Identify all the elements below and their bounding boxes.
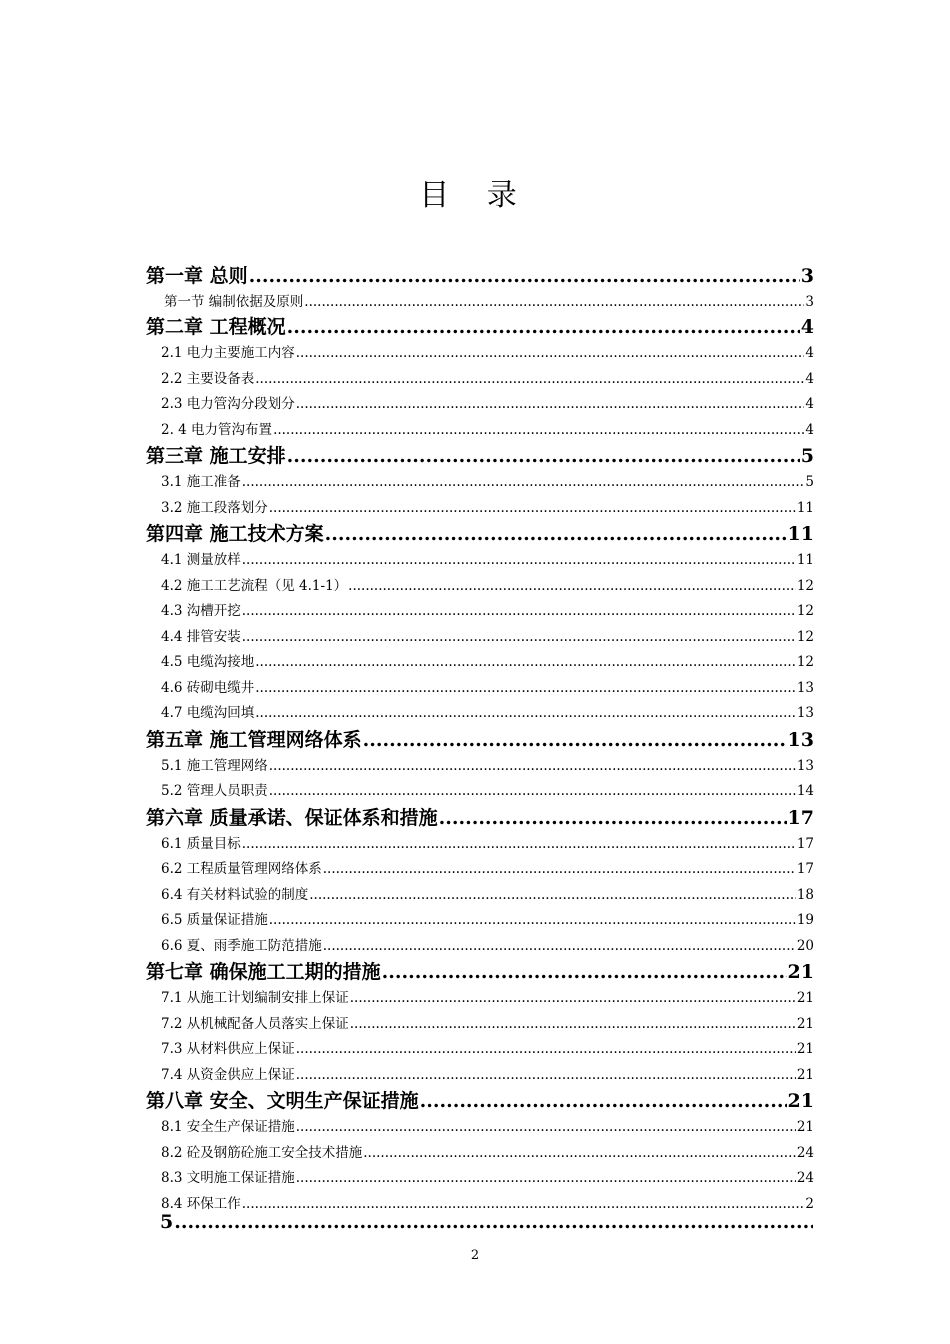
toc-page-number: 20 — [796, 937, 814, 954]
toc-leader-dots — [309, 883, 796, 909]
toc-section-entry[interactable] — [146, 1115, 814, 1141]
toc-page-number: 11 — [796, 499, 814, 516]
toc-page-number: 21 — [787, 1090, 814, 1112]
toc-entry-label: 6.5 质量保证措施 — [161, 912, 268, 928]
toc-entry-label: 6.6 夏、雨季施工防范措施 — [161, 937, 322, 954]
toc-entry-label: 第三章 施工安排 — [146, 445, 286, 467]
toc-leader-dots — [273, 418, 804, 444]
toc-chapter-entry[interactable] — [146, 1088, 814, 1115]
toc-section-entry[interactable] — [146, 832, 814, 858]
toc-entry-label: 5.2 管理人员职责 — [161, 783, 268, 799]
toc-list — [146, 262, 814, 1217]
toc-entry-label: 8.2 砼及钢筋砼施工安全技术措施 — [161, 1144, 363, 1161]
page-number: 2 — [470, 1248, 480, 1263]
toc-entry-label: 4.4 排管安装 — [161, 628, 241, 645]
toc-section-entry[interactable] — [146, 1063, 814, 1089]
toc-section-entry[interactable] — [146, 701, 814, 727]
toc-page-number: 4 — [805, 396, 814, 412]
toc-leader-dots — [255, 367, 804, 393]
toc-leader-dots — [296, 392, 805, 418]
toc-entry-label: 3.2 施工段落划分 — [161, 499, 268, 516]
toc-page-number: 18 — [796, 886, 814, 903]
toc-page-number: 19 — [796, 912, 814, 928]
toc-section-entry[interactable] — [146, 574, 814, 600]
toc-entry-label: 2.3 电力管沟分段划分 — [161, 396, 295, 412]
toc-page-number: 21 — [796, 1119, 814, 1135]
toc-section-entry[interactable] — [146, 599, 814, 625]
toc-section-entry[interactable] — [146, 470, 814, 496]
toc-leader-dots — [242, 625, 796, 651]
toc-entry-label: 2.1 电力主要施工内容 — [161, 345, 295, 361]
toc-leader-dots — [269, 779, 796, 805]
toc-entry-label: 4.5 电缆沟接地 — [161, 654, 255, 670]
toc-page-number: 13 — [787, 728, 814, 751]
toc-page-number: 13 — [796, 679, 814, 696]
toc-entry-label: 第五章 施工管理网络体系 — [146, 728, 362, 751]
toc-leader-dots — [269, 496, 796, 522]
toc-leader-dots — [242, 832, 796, 858]
toc-page-number: 21 — [796, 1041, 814, 1057]
toc-leader-dots — [323, 857, 796, 883]
toc-page-number: 3 — [805, 294, 814, 310]
toc-page-number: 5 — [800, 445, 814, 467]
toc-chapter-entry[interactable] — [146, 521, 814, 548]
toc-leader-dots — [363, 1141, 796, 1167]
toc-page-number: 11 — [787, 523, 814, 545]
toc-leader-dots — [420, 1088, 787, 1115]
toc-leader-dots — [242, 599, 796, 625]
toc-leader-dots — [348, 574, 796, 600]
toc-entry-label: 7.3 从材料供应上保证 — [161, 1041, 295, 1057]
toc-entry-label: 4.2 施工工艺流程（见 4.1-1） — [161, 577, 348, 594]
toc-leader-dots — [296, 341, 805, 367]
toc-chapter-entry[interactable] — [146, 805, 814, 832]
toc-leader-dots — [439, 805, 787, 832]
toc-section-entry[interactable] — [146, 625, 814, 651]
toc-page-number: 13 — [796, 757, 814, 774]
toc-entry-label: 8.4 环保工作 — [161, 1195, 241, 1212]
toc-entry-label: 第一节 编制依据及原则 — [164, 294, 304, 310]
toc-section-entry[interactable] — [146, 341, 814, 367]
toc-leader-dots — [296, 1063, 796, 1089]
toc-entry-label: 2.2 主要设备表 — [161, 370, 255, 387]
toc-leader-dots — [325, 521, 787, 548]
toc-leader-dots — [382, 959, 787, 986]
toc-entry-label: 6.4 有关材料试验的制度 — [161, 886, 309, 903]
toc-section-entry[interactable] — [146, 291, 814, 314]
toc-page-number: 21 — [796, 990, 814, 1006]
toc-entry-label: 4.6 砖砌电缆井 — [161, 679, 255, 696]
toc-section-entry[interactable] — [146, 883, 814, 909]
toc-section-entry[interactable] — [146, 650, 814, 676]
toc-page-number: 17 — [787, 806, 814, 829]
toc-section-entry[interactable] — [146, 986, 814, 1012]
toc-chapter-entry[interactable] — [146, 443, 814, 470]
toc-section-entry[interactable] — [146, 392, 814, 418]
toc-page-number: 17 — [796, 835, 814, 852]
toc-entry-label: 7.2 从机械配备人员落实上保证 — [161, 1015, 349, 1032]
toc-leader-dots — [296, 1115, 796, 1141]
toc-section-entry[interactable] — [146, 934, 814, 960]
toc-leader-dots — [255, 676, 796, 702]
toc-leader-dots — [296, 1037, 796, 1063]
toc-section-entry[interactable] — [146, 1166, 814, 1192]
toc-page-number: 11 — [796, 552, 814, 568]
toc-leader-dots — [269, 908, 796, 934]
toc-page-number: 14 — [796, 783, 814, 799]
toc-leader-dots — [174, 1208, 813, 1236]
toc-entry-label: 第四章 施工技术方案 — [146, 523, 324, 545]
toc-leader-dots — [323, 934, 796, 960]
toc-entry-label: 7.1 从施工计划编制安排上保证 — [161, 990, 349, 1006]
toc-page-number: 4 — [805, 421, 814, 438]
toc-entry-label: 第二章 工程概况 — [146, 316, 286, 338]
toc-leader-dots — [255, 701, 796, 727]
toc-section-entry[interactable] — [146, 676, 814, 702]
toc-section-entry[interactable] — [146, 908, 814, 934]
toc-wrapped-line — [160, 1208, 814, 1236]
toc-entry-label: 第一章 总则 — [146, 265, 248, 287]
toc-section-entry[interactable] — [146, 1012, 814, 1038]
toc-page-number: 24 — [796, 1170, 814, 1186]
toc-leader-dots — [350, 986, 796, 1012]
toc-leader-dots — [269, 754, 796, 780]
toc-page-number: 3 — [800, 265, 814, 287]
toc-page-number: 17 — [796, 861, 814, 877]
toc-entry-label: 8.3 文明施工保证措施 — [161, 1170, 295, 1186]
toc-entry-label: 5.1 施工管理网络 — [161, 757, 268, 774]
toc-entry-label: 7.4 从资金供应上保证 — [161, 1066, 295, 1083]
toc-section-entry[interactable] — [146, 857, 814, 883]
toc-page-number: 4 — [805, 345, 814, 361]
toc-entry-label: 3.1 施工准备 — [161, 474, 241, 490]
toc-section-entry[interactable] — [146, 1141, 814, 1167]
toc-page-number: 4 — [805, 370, 814, 387]
toc-section-entry[interactable] — [146, 367, 814, 393]
toc-page-number: 13 — [796, 705, 814, 721]
toc-entry-label: 4.1 测量放样 — [161, 552, 241, 568]
toc-section-entry[interactable] — [146, 754, 814, 780]
toc-entry-label: 6.1 质量目标 — [161, 835, 241, 852]
toc-entry-label: 第八章 安全、文明生产保证措施 — [146, 1090, 419, 1112]
toc-page-number: 21 — [796, 1015, 814, 1032]
toc-chapter-entry[interactable] — [146, 314, 814, 341]
toc-page-number: 12 — [796, 577, 814, 594]
toc-page-number: 12 — [796, 628, 814, 645]
toc-leader-dots — [249, 262, 800, 291]
toc-section-entry[interactable] — [146, 779, 814, 805]
toc-page-number: 12 — [796, 654, 814, 670]
toc-entry-label: 4.7 电缆沟回填 — [161, 705, 255, 721]
toc-chapter-entry[interactable] — [146, 727, 814, 754]
toc-page-number: 2 — [805, 1195, 814, 1212]
toc-section-entry[interactable] — [146, 496, 814, 522]
toc-section-entry[interactable] — [146, 1037, 814, 1063]
toc-page-number: 24 — [796, 1144, 814, 1161]
toc-page-number: 4 — [800, 316, 814, 338]
toc-leader-dots — [242, 470, 805, 496]
toc-entry-label: 4.3 沟槽开挖 — [161, 603, 241, 619]
toc-chapter-entry[interactable] — [146, 262, 814, 291]
toc-leader-dots — [287, 443, 800, 470]
toc-section-entry[interactable] — [146, 548, 814, 574]
toc-leader-dots — [287, 314, 800, 341]
toc-entry-label: 第六章 质量承诺、保证体系和措施 — [146, 806, 438, 829]
toc-page-number: 21 — [787, 961, 814, 983]
toc-entry-label: 8.1 安全生产保证措施 — [161, 1119, 295, 1135]
toc-leader-dots — [255, 650, 796, 676]
toc-page-number: 5 — [805, 474, 814, 490]
toc-leader-dots — [350, 1012, 796, 1038]
toc-leader-dots — [242, 548, 796, 574]
toc-chapter-entry[interactable] — [146, 959, 814, 986]
toc-entry-label: 第七章 确保施工工期的措施 — [146, 961, 381, 983]
toc-entry-label: 6.2 工程质量管理网络体系 — [161, 861, 322, 877]
toc-page-number: 12 — [796, 603, 814, 619]
toc-wrapped-text: 5 — [160, 1211, 174, 1233]
toc-page-number: 21 — [796, 1066, 814, 1083]
toc-title: 目 录 — [419, 178, 531, 213]
toc-entry-label: 2. 4 电力管沟布置 — [161, 421, 273, 438]
toc-leader-dots — [304, 291, 804, 314]
toc-section-entry[interactable] — [146, 418, 814, 444]
toc-leader-dots — [363, 727, 787, 754]
toc-leader-dots — [296, 1166, 796, 1192]
